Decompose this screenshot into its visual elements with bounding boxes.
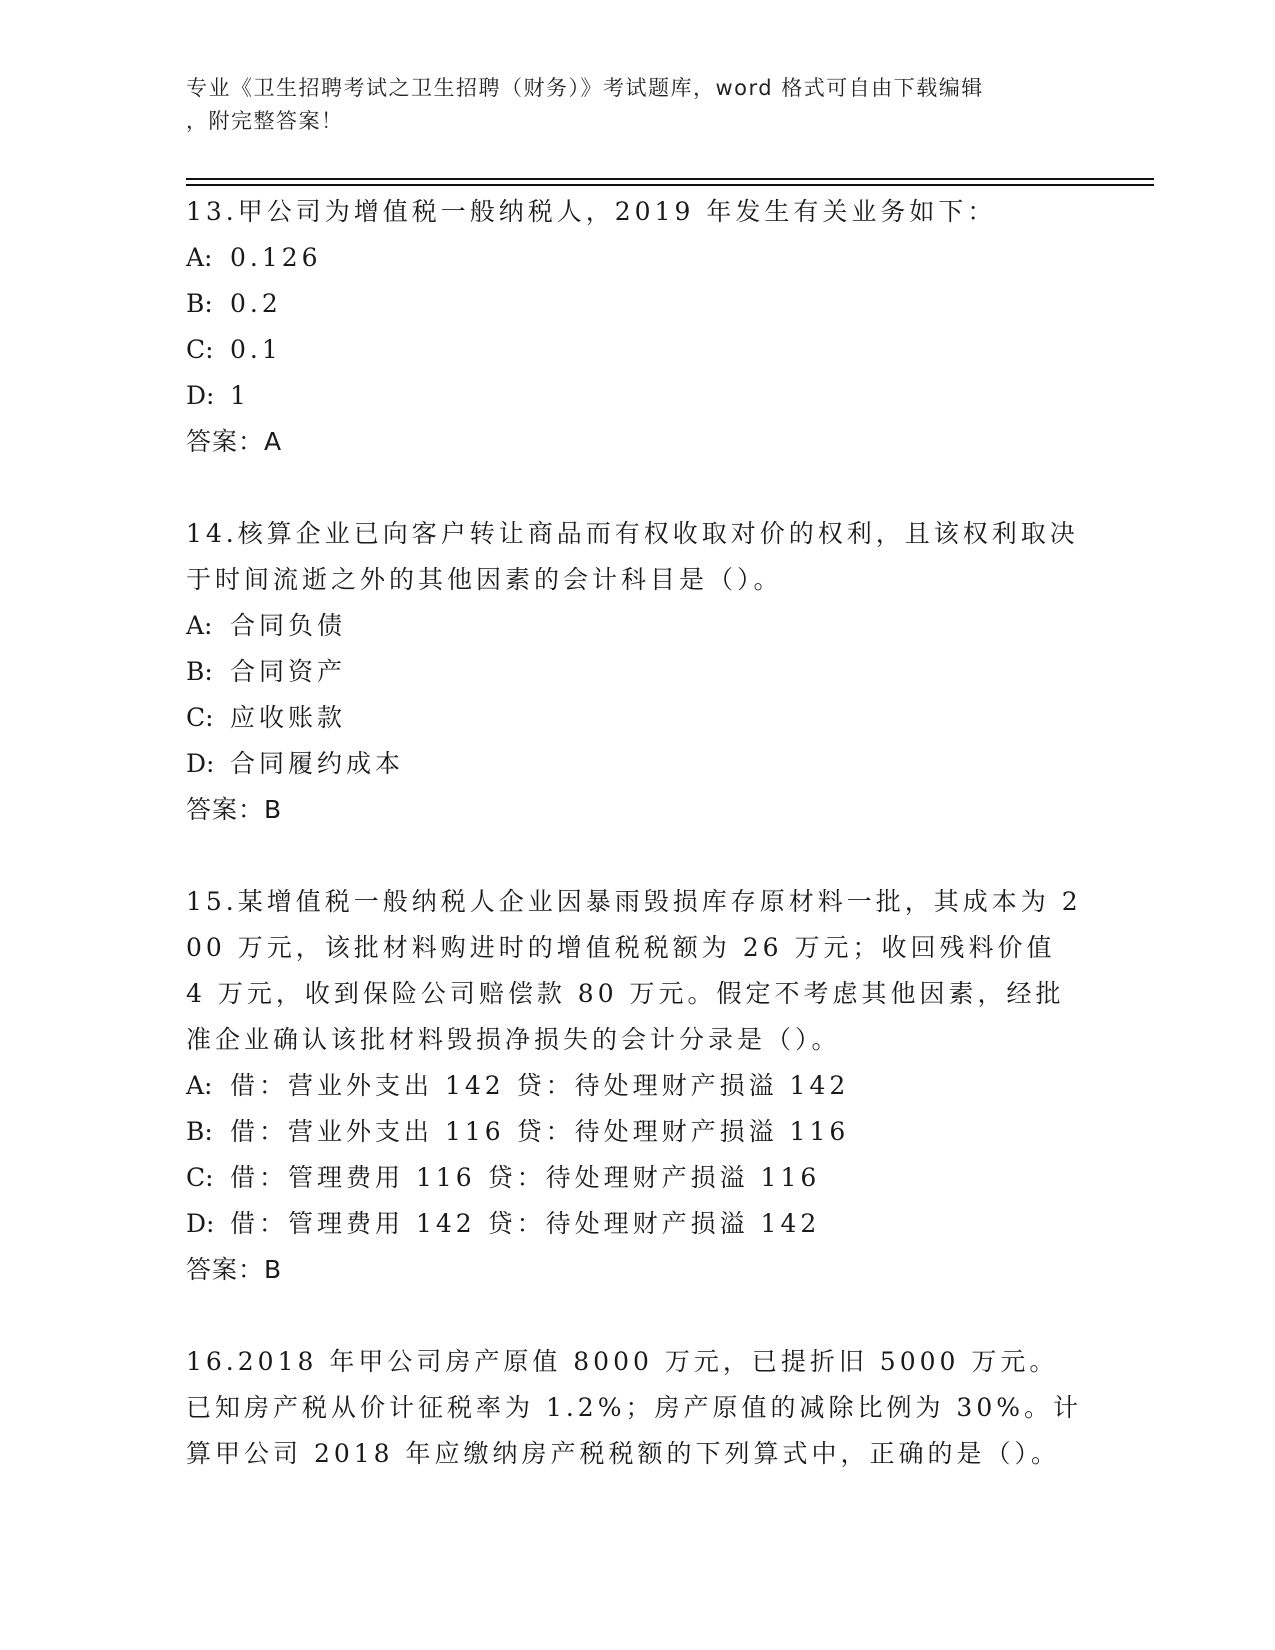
option-a [186,235,1086,281]
option-key: A: [186,243,213,272]
option-text: 合同资产 [230,657,347,686]
option-a [186,603,1086,649]
question-14 [186,511,1086,833]
header-divider-top [186,178,1154,180]
option-c [186,1155,1086,1201]
option-b [186,1109,1086,1155]
option-key: A: [186,611,213,640]
option-text: 借：营业外支出 116 贷：待处理财产损溢 116 [230,1117,850,1146]
question-16 [186,1339,1086,1477]
option-key: B: [186,1117,213,1146]
question-15 [186,879,1086,1293]
header-line-2: ，附完整答案！ [186,109,344,133]
option-text: 借：管理费用 116 贷：待处理财产损溢 116 [230,1163,821,1192]
option-d [186,741,1086,787]
option-key: B: [186,657,213,686]
option-text: 1 [230,381,250,410]
option-d [186,1201,1086,1247]
option-c [186,327,1086,373]
option-text: 0.2 [230,289,282,318]
question-list [186,189,1086,1523]
option-a [186,1063,1086,1109]
option-text: 借：管理费用 142 贷：待处理财产损溢 142 [230,1209,821,1238]
answer-line: 答案：A [186,427,283,456]
answer-line: 答案：B [186,795,283,824]
option-key: C: [186,703,214,732]
option-c [186,695,1086,741]
header-line-1: 专业《卫生招聘考试之卫生招聘（财务）》考试题库，word 格式可自由下载编辑 [186,76,984,100]
question-stem: 15.某增值税一般纳税人企业因暴雨毁损库存原材料一批，其成本为 200 万元，该批材料购进时的增值税税额为 26 万元；收回残料价值 4 万元，收到保险公司赔偿款 80 万元。假定不考虑其他因素，经批准企业确认该批材料毁损净损失的会计分录是（）。 [186,887,1082,1054]
option-text: 合同负债 [230,611,347,640]
option-d [186,373,1086,419]
option-key: D: [186,749,215,778]
option-b [186,649,1086,695]
question-stem: 16.2018 年甲公司房产原值 8000 万元，已提折旧 5000 万元。已知房产税从价计征税率为 1.2%；房产原值的减除比例为 30%。计算甲公司 2018 年应缴纳房产税税额的下列算式中，正确的是（）。 [186,1347,1082,1468]
option-key: C: [186,1163,214,1192]
option-b [186,281,1086,327]
option-key: D: [186,1209,215,1238]
option-key: B: [186,289,213,318]
option-text: 0.1 [230,335,282,364]
option-text: 应收账款 [230,703,347,732]
option-key: C: [186,335,214,364]
option-key: A: [186,1071,213,1100]
option-text: 0.126 [230,243,322,272]
answer-line: 答案：B [186,1255,283,1284]
question-stem: 13.甲公司为增值税一般纳税人，2019 年发生有关业务如下： [186,197,997,226]
option-text: 借：营业外支出 142 贷：待处理财产损溢 142 [230,1071,850,1100]
question-stem: 14.核算企业已向客户转让商品而有权收取对价的权利，且该权利取决于时间流逝之外的其他因素的会计科目是（）。 [186,519,1079,594]
document-header [186,72,1066,138]
header-divider-bottom [186,184,1154,186]
option-text: 合同履约成本 [230,749,405,778]
question-13 [186,189,1086,465]
option-key: D: [186,381,215,410]
